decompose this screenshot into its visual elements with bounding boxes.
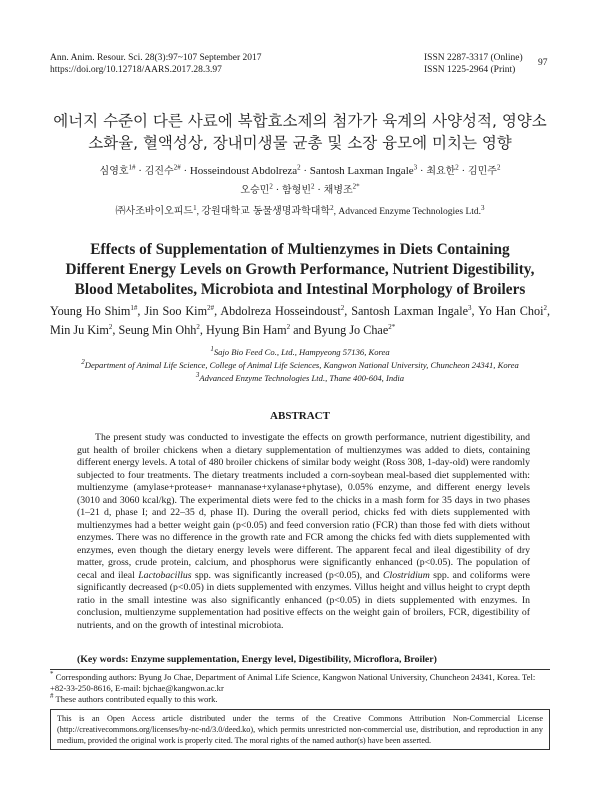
korean-authors-line: [40, 181, 560, 200]
english-title-line: Different Energy Levels on Growth Performance, Nutrient Digestibility,: [65, 261, 535, 278]
abstract-text: The present study was conducted to investigate the effects on growth performance, nutrient digestibility, and gut health of broiler chickens when a dietary supplementation of multienzymes was added to diets, containing different energy levels. A total of 480 broiler chickens of similar body weight (Ross 308, 1-day-old) were randomly subjected to four treatments. The dietary treatments included a corn-soybean meal-based diet supplemented with: multienzyme (amylase+protease+ mannanase+xylanase+phytase), 0.05% enzyme, and different energy levels (3010 and 3060 kcal/kg). The experimental diets were fed to the chicks in a mash form for 35 days in two phases (1–21 d, phase I; and 22–35 d, phase II). During the overall period, chicks fed with diets supplemented with multienzymes had a better weight gain (p<0.05) and feed conversion ratio (FCR) than those fed with diets without enzymes. There was no difference in the growth rate and FCR among the chicks fed with diets supplemented with enzymes, even though the dietary energy levels were different. The apparent fecal and ileal digestibility of dry matter, gross, crude protein, calcium, and phosphorus were significantly enhanced (p<0.05). The population of cecal and ileal: [77, 432, 530, 581]
author-name: Hosseindoust Abdolreza: [189, 165, 298, 177]
korean-title-line: 소화율, 혈액성상, 장내미생물 균총 및 소장 융모에 미치는 영향: [88, 134, 512, 152]
affiliation: Advanced Enzyme Technologies Ltd.: [338, 207, 482, 217]
affiliation-line: [40, 359, 560, 372]
english-affiliations: [40, 346, 560, 385]
korean-affiliations: [40, 202, 560, 217]
affiliation: Department of Animal Life Science, College of Animal Life Sciences, Kangwon National University, Chuncheon 24341, Korea: [84, 360, 519, 370]
footnote-mark: *: [50, 670, 54, 679]
affiliation-sup: 1: [193, 203, 197, 212]
species-name: Clostridium: [382, 569, 430, 581]
affiliation-line: [40, 372, 560, 385]
separator: ·: [180, 165, 190, 177]
affiliation: Sajo Bio Feed Co., Ltd., Hampyeong 57136, Korea: [213, 347, 390, 357]
english-title-line: Blood Metabolites, Microbiota and Intestinal Morphology of Broilers: [74, 281, 526, 298]
doi-link[interactable]: https://doi.org/10.12718/AARS.2017.28.3.97: [50, 65, 222, 75]
author-sup: 1#: [130, 303, 138, 312]
author-name: Jin Soo Kim: [144, 304, 208, 318]
english-title-line: Effects of Supplementation of Multienzymes in Diets Containing: [90, 241, 510, 258]
author-name: Seung Min Ohh: [118, 323, 197, 337]
author-sup: 2*: [352, 182, 360, 191]
korean-title: [40, 110, 560, 154]
author-sup: 2: [543, 303, 547, 312]
separator: ,: [333, 207, 339, 217]
english-title: [40, 240, 560, 300]
issn-online: ISSN 2287-3317 (Online): [424, 53, 523, 63]
korean-authors: [40, 162, 560, 200]
korean-title-line: 에너지 수준이 다른 사료에 복합효소제의 첨가가 육계의 사양성적, 영양소: [53, 112, 547, 130]
author-sup: 2: [286, 322, 291, 331]
author-name: 채병조: [323, 185, 353, 196]
and-word: and: [290, 323, 314, 337]
author-name: Hyung Bin Ham: [205, 323, 287, 337]
equal-contribution-footnote: [50, 694, 550, 705]
author-sup: 2: [108, 322, 113, 331]
affiliation: 강원대학교 동물생명과학대학: [201, 206, 331, 217]
affiliation-sup: 3: [195, 371, 200, 380]
author-sup: 2#: [173, 163, 181, 172]
separator: ·: [135, 165, 145, 177]
english-authors: Young Ho Shim$^{1\#}$, Jin Soo Kim$^{2\#}$, Abdolreza Hosseindoust$^2$, Santosh Laxman Ingale$^3$, Yo Han Choi$^2$, Min Ju Kim$^2$, Seung Min Ohh$^2$, Hyung Bin Ham$^2$ and Byung Jo Chae$^{2*}$: [50, 303, 551, 337]
author-name: Abdolreza Hosseindoust: [220, 304, 341, 318]
author-name: 김진수: [144, 166, 174, 177]
footnote-text: These authors contributed equally to this work.: [55, 694, 218, 704]
author-name: Yo Han Choi: [478, 304, 544, 318]
abstract-text: spp. was significantly increased (p<0.05), and: [191, 569, 383, 581]
abstract-body: [77, 432, 530, 632]
page-number: 97: [538, 58, 548, 68]
separator: ·: [417, 165, 427, 177]
author-name: 심영호: [99, 166, 129, 177]
author-name: 함형빈: [282, 185, 311, 196]
author-name: Young Ho Shim: [50, 304, 131, 318]
korean-authors-line: [40, 162, 560, 181]
issn-block: [424, 52, 523, 76]
affiliation-sup: 1: [210, 345, 214, 354]
footnote-divider: [50, 669, 550, 670]
footnote-mark: #: [50, 692, 54, 701]
affiliation: ㈜사조바이오피드: [115, 206, 194, 217]
author-sup: 3: [413, 163, 418, 172]
author-name: Santosh Laxman Ingale: [351, 304, 468, 318]
affiliation-sup: 2: [330, 203, 334, 212]
separator: ·: [272, 184, 282, 196]
corresponding-author-footnote: [50, 672, 550, 694]
author-sup: 2: [196, 322, 200, 331]
affiliation-sup: 2: [81, 358, 85, 367]
journal-line: Ann. Anim. Resour. Sci. 28(3):97~107 September 2017: [50, 53, 262, 63]
affiliation-line: [40, 346, 560, 359]
author-name: Min Ju Kim: [50, 323, 109, 337]
author-name: 최요한: [426, 166, 456, 177]
journal-citation: [50, 52, 262, 76]
author-sup: 3: [467, 303, 472, 312]
author-name: 김민주: [467, 166, 497, 177]
author-sup: 2: [455, 163, 459, 172]
author-sup: 2: [297, 163, 301, 172]
footnote-text: Corresponding authors: Byung Jo Chae, Department of Animal Life Science, Kangwon National University, Chuncheon 24341, Korea. Tel: +82-33-250-8616, E-mail: bjchae@kangwon.ac.kr: [50, 672, 536, 693]
abstract-text: spp. and coliforms were significantly decreased (p<0.05) in diets supplemented with enzymes. Villus height and villus height to crypt depth ratio in the small intestine was also significantly enhanced (p<0.05) in diets supplemented with enzymes. In conclusion, multienzyme supplementation had positive effects on the weight gain of broilers, FCR, digestibility of nutrients, and on the growth of intestinal microbiota.: [77, 569, 530, 631]
separator: ,: [196, 207, 202, 217]
affiliation-sup: 3: [481, 203, 485, 212]
separator: ·: [314, 184, 324, 196]
species-name: Lactobacillus: [138, 569, 192, 581]
abstract-heading: ABSTRACT: [270, 410, 330, 422]
separator: ·: [300, 165, 310, 177]
author-sup: 2: [496, 163, 501, 172]
license-box: This is an Open Access article distributed under the terms of the Creative Commons Attribution Non-Commercial License (http://creativecommons.org/licenses/by-nc-nd/3.0/deed.ko), which permits unrestricted non-commercial use, distribution, and reproduction in any medium, provided the original work is properly cited. The moral rights of the named author(s) have been asserted.: [50, 709, 550, 750]
author-sup: 2*: [388, 322, 396, 331]
separator: ·: [458, 165, 468, 177]
issn-print: ISSN 1225-2964 (Print): [424, 65, 516, 75]
author-sup: 2: [269, 182, 273, 191]
author-sup: 2: [310, 182, 315, 191]
keywords: (Key words: Enzyme supplementation, Energy level, Digestibility, Microflora, Broiler): [77, 654, 437, 665]
author-name: 오승민: [240, 185, 270, 196]
author-name: Byung Jo Chae: [313, 323, 389, 337]
author-name: Santosh Laxman Ingale: [309, 165, 414, 177]
affiliation: Advanced Enzyme Technologies Ltd., Thane 400-604, India: [199, 373, 405, 383]
author-sup: 2: [340, 303, 345, 312]
author-sup: 1#: [128, 163, 136, 172]
author-sup: 2#: [207, 303, 215, 312]
